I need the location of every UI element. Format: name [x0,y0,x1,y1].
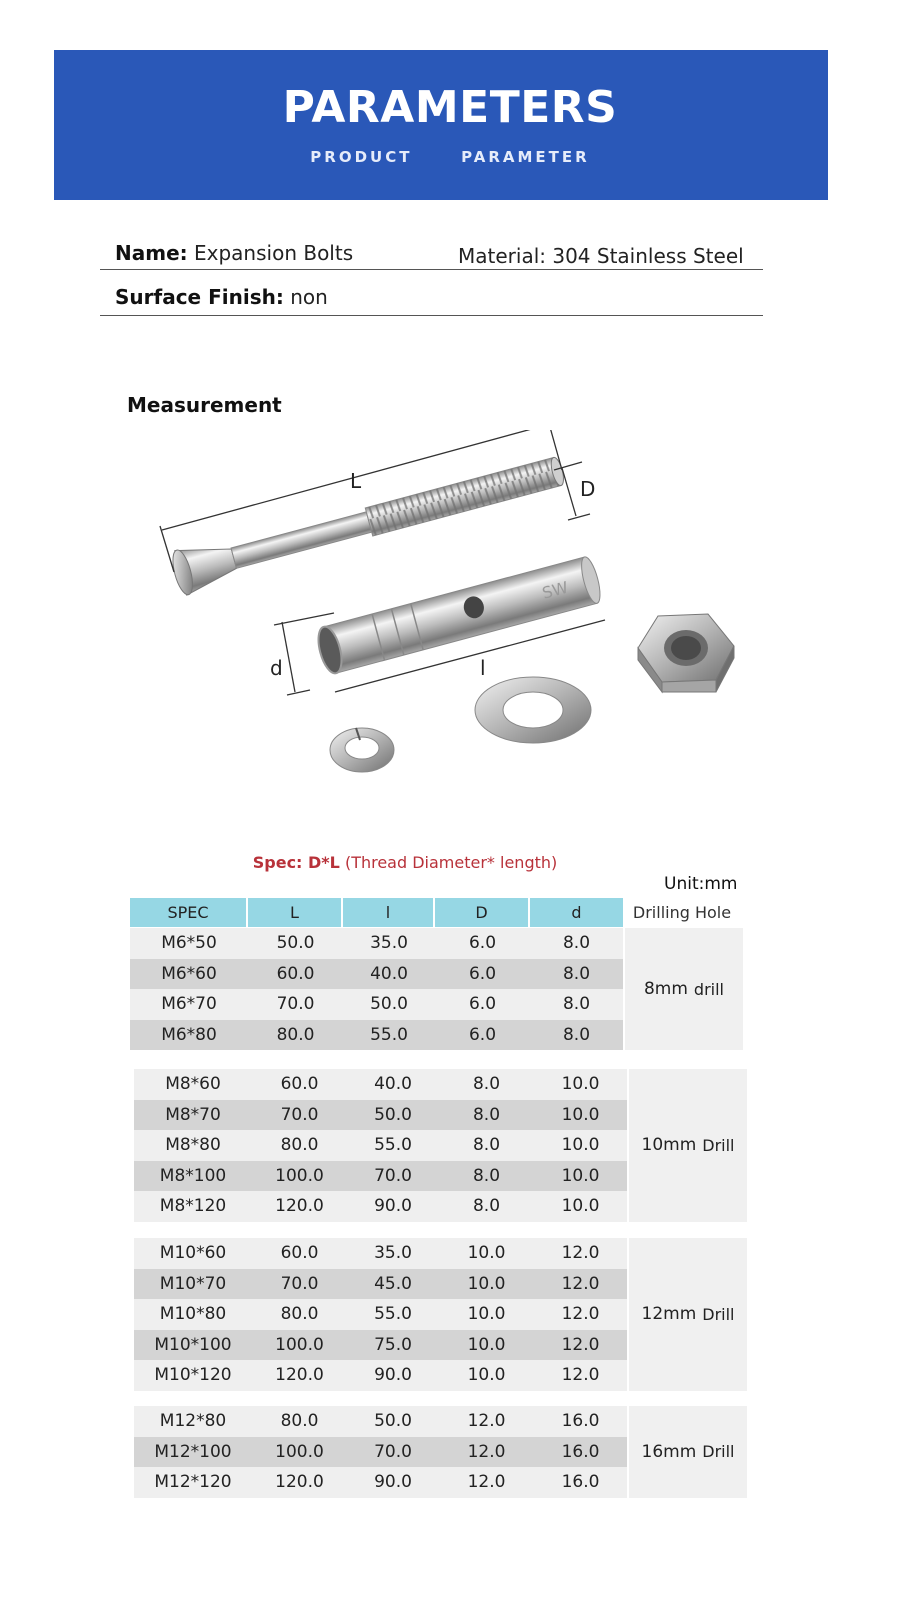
sleeve-mark: SW [540,577,571,603]
table-cell: 90.0 [347,1360,439,1391]
table-cell: 70.0 [252,1100,347,1131]
table-cell: 12.0 [439,1437,534,1468]
table-cell: 12.0 [534,1238,627,1269]
drill-size: 10mm [641,1135,697,1156]
table-cell: M6*60 [130,959,248,990]
table-cell: 8.0 [439,1161,534,1192]
table-cell: 10.0 [439,1238,534,1269]
table-cell: 50.0 [343,989,435,1020]
table-cell: 35.0 [343,928,435,959]
table-cell: M10*120 [134,1360,252,1391]
table-cell: 50.0 [347,1100,439,1131]
material-value: 304 Stainless Steel [552,244,744,268]
drill-unit: drill [693,979,724,999]
table-cell: 6.0 [435,1020,530,1051]
drill-unit: Drill [702,1442,735,1462]
table-cell: 10.0 [534,1161,627,1192]
table-cell: M10*100 [134,1330,252,1361]
header-L: L [248,898,343,927]
table-cell: M6*70 [130,989,248,1020]
table-cell: 50.0 [347,1406,439,1437]
table-cell: 70.0 [248,989,343,1020]
name-label: Name: [115,241,188,265]
table-cell: 8.0 [439,1100,534,1131]
table-cell: 90.0 [347,1467,439,1498]
unit-label: Unit:mm [664,874,738,894]
table-cell: 60.0 [252,1238,347,1269]
finish-label: Surface Finish: [115,285,284,309]
table-cell: 10.0 [534,1130,627,1161]
table-cell: 40.0 [347,1069,439,1100]
table-cell: 8.0 [439,1130,534,1161]
table-cell: M10*80 [134,1299,252,1330]
product-name [115,241,353,265]
table-cell: M10*60 [134,1238,252,1269]
table-cell: 55.0 [347,1130,439,1161]
table-cell: 100.0 [252,1161,347,1192]
table-group [134,1406,747,1498]
measurement-title: Measurement [127,393,282,417]
table-cell: 55.0 [347,1299,439,1330]
table-cell: 45.0 [347,1269,439,1300]
page-subtitle: PRODUCT PARAMETER [310,148,590,166]
surface-finish [115,285,328,309]
table-cell: 8.0 [530,1020,623,1051]
table-cell: 60.0 [248,959,343,990]
product-material [458,244,744,268]
drill-size-cell [629,1069,747,1222]
table-cell: M12*80 [134,1406,252,1437]
table-cell: 12.0 [534,1360,627,1391]
header-spec: SPEC [130,898,248,927]
table-cell: M12*120 [134,1467,252,1498]
table-cell: 60.0 [252,1069,347,1100]
table-cell: 10.0 [534,1191,627,1222]
label-L: L [350,469,362,493]
table-cell: 6.0 [435,989,530,1020]
page-title: PARAMETERS [282,82,618,133]
table-cell: 8.0 [530,989,623,1020]
table-group [134,1238,747,1391]
table-cell: 8.0 [439,1191,534,1222]
table-cell: 100.0 [252,1437,347,1468]
table-cell: 12.0 [439,1406,534,1437]
drill-size-cell [629,1238,747,1391]
table-cell: M8*70 [134,1100,252,1131]
table-cell: 120.0 [252,1360,347,1391]
table-cell: 8.0 [439,1069,534,1100]
table-cell: 80.0 [248,1020,343,1051]
table-cell: 12.0 [534,1330,627,1361]
table-group [130,928,743,1050]
table-cell: M6*50 [130,928,248,959]
header-l: l [343,898,435,927]
drill-size: 8mm [643,979,688,999]
divider [100,269,763,270]
table-cell: 6.0 [435,959,530,990]
table-cell: 40.0 [343,959,435,990]
table-cell: 12.0 [534,1299,627,1330]
table-cell: M8*120 [134,1191,252,1222]
table-cell: 120.0 [252,1467,347,1498]
table-cell: 90.0 [347,1191,439,1222]
name-value: Expansion Bolts [194,241,354,265]
table-cell: 50.0 [248,928,343,959]
divider [100,315,763,316]
sleeve [314,555,604,676]
table-cell: 8.0 [530,928,623,959]
header-drilling-hole: Drilling Hole [623,898,741,927]
label-l: l [480,656,486,680]
table-cell: M8*60 [134,1069,252,1100]
table-cell: M12*100 [134,1437,252,1468]
drill-size-cell [625,928,743,1050]
table-cell: 120.0 [252,1191,347,1222]
table-cell: M8*80 [134,1130,252,1161]
table-cell: 10.0 [439,1269,534,1300]
table-cell: M10*70 [134,1269,252,1300]
table-cell: 10.0 [534,1100,627,1131]
table-cell: 8.0 [530,959,623,990]
table-cell: 55.0 [343,1020,435,1051]
spec-title [0,853,810,872]
spec-title-bold: Spec: D*L [252,853,340,872]
table-cell: 16.0 [534,1406,627,1437]
table-cell: 70.0 [347,1437,439,1468]
expansion-bolt-diagram [150,430,790,810]
table-cell: 10.0 [439,1360,534,1391]
table-cell: 80.0 [252,1406,347,1437]
table-cell: 10.0 [439,1330,534,1361]
table-group [134,1069,747,1222]
table-cell: 16.0 [534,1437,627,1468]
hex-nut [638,614,734,692]
drill-size: 16mm [641,1441,697,1462]
table-cell: M8*100 [134,1161,252,1192]
label-d: d [270,656,283,680]
table-header [130,898,741,927]
table-cell: 70.0 [347,1161,439,1192]
header-D: D [435,898,530,927]
drill-unit: Drill [702,1304,735,1324]
table-cell: M6*80 [130,1020,248,1051]
drill-size: 12mm [641,1304,697,1325]
spec-title-rest: (Thread Diameter* length) [344,853,558,872]
bolt [169,448,568,596]
material-label: Material: [458,244,546,268]
flat-washer [475,677,591,743]
table-cell: 70.0 [252,1269,347,1300]
table-cell: 75.0 [347,1330,439,1361]
table-cell: 100.0 [252,1330,347,1361]
spring-washer [330,728,394,772]
table-cell: 6.0 [435,928,530,959]
table-cell: 80.0 [252,1299,347,1330]
header-d: d [530,898,623,927]
drill-size-cell [629,1406,747,1498]
finish-value: non [290,285,328,309]
table-cell: 35.0 [347,1238,439,1269]
table-cell: 80.0 [252,1130,347,1161]
table-cell: 16.0 [534,1467,627,1498]
table-cell: 10.0 [534,1069,627,1100]
table-cell: 10.0 [439,1299,534,1330]
table-cell: 12.0 [439,1467,534,1498]
table-cell: 12.0 [534,1269,627,1300]
drill-unit: Drill [702,1135,735,1155]
label-D: D [580,477,596,501]
